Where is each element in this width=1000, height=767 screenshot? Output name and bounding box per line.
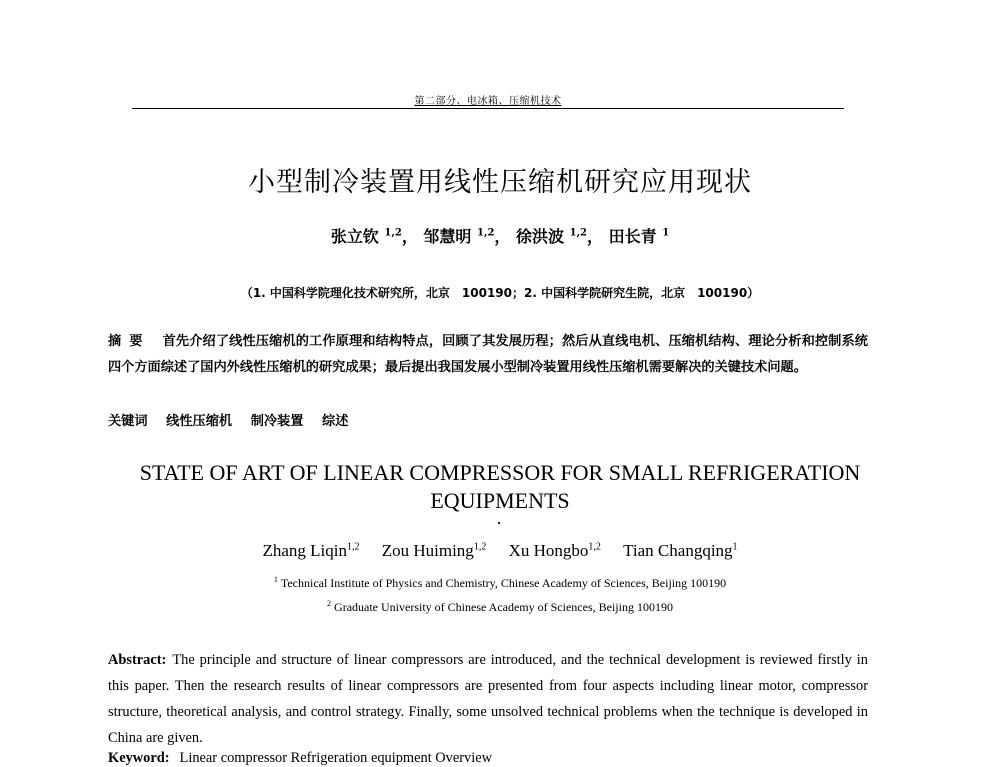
- en-authors: [0, 541, 1000, 561]
- en-author: Zou Huiming$^{1,2}$: [381, 541, 487, 560]
- cn-abstract: [108, 329, 868, 381]
- cn-author: 邹慧明 $^{1,2}$: [423, 227, 495, 246]
- en-keywords-text: Linear compressor Refrigeration equipment Overview: [179, 750, 493, 766]
- cn-abstract-text: 首先介绍了线性压缩机的工作原理和结构特点，回顾了其发展历程；然后从直线电机、压缩机结构、理论分析和控制系统四个方面综述了国内外线性压缩机的研究成果；最后提出我国发展小型制冷装置用线性压缩机需要解决的关键技术问题。: [108, 334, 868, 375]
- cn-author: 田长青 $^1$: [608, 227, 670, 246]
- cn-keyword: 线性压缩机: [166, 414, 233, 429]
- en-author: Zhang Liqin$^{1,2}$: [262, 541, 360, 560]
- cn-author: 徐洪波 $^{1,2}$: [516, 227, 588, 246]
- en-author: Tian Changqing$^1$: [623, 541, 738, 560]
- en-affiliation-2: $^2$ Graduate University of Chinese Academy of Sciences, Beijing 100190: [327, 599, 673, 614]
- en-keywords-label: Keyword:: [108, 750, 170, 766]
- cn-authors: 张立钦 $^{1,2}$， 邹慧明 $^{1,2}$， 徐洪波 $^{1,2}$， 田长青 $^1$: [330, 227, 670, 246]
- en-author: Xu Hongbo$^{1,2}$: [508, 541, 601, 560]
- speck: [498, 522, 500, 524]
- cn-abstract-label: 摘要: [108, 334, 151, 349]
- cn-keyword: 综述: [322, 414, 349, 429]
- cn-author: 张立钦 $^{1,2}$: [330, 227, 402, 246]
- en-abstract: [108, 647, 868, 751]
- en-title: STATE OF ART OF LINEAR COMPRESSOR FOR SMALL REFRIGERATION EQUIPMENTS: [139, 460, 861, 513]
- running-head: 第二部分、电冰箱、压缩机技术: [414, 96, 562, 107]
- cn-keywords: [108, 410, 868, 429]
- cn-keyword: 制冷装置: [250, 414, 304, 429]
- en-affiliation-1: $^1$ Technical Institute of Physics and Chemistry, Chinese Academy of Sciences, Beijing 100190: [273, 575, 727, 590]
- en-abstract-text: The principle and structure of linear compressors are introduced, and the technical development is reviewed firstly in this paper. Then the research results of linear compressors are presented from four aspects including linear motor, compressor structure, theoretical analysis, and control strategy. Finally, some unsolved technical problems when the technique is developed in China are given.: [108, 652, 868, 746]
- cn-affiliation: （1. 中国科学院理化技术研究所，北京 100190；2. 中国科学院研究生院，北京 100190）: [240, 286, 760, 300]
- cn-title: 小型制冷装置用线性压缩机研究应用现状: [248, 167, 752, 198]
- header-rule: [132, 108, 844, 109]
- en-abstract-label: Abstract:: [108, 652, 167, 668]
- cn-keywords-label: 关键词: [108, 414, 148, 429]
- en-keywords: [108, 750, 868, 767]
